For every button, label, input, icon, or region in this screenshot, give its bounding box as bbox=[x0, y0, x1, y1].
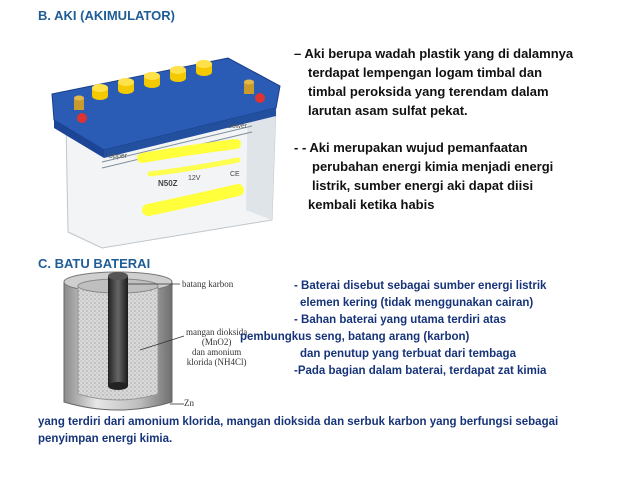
label-mixture-line: (MnO2) bbox=[201, 337, 232, 347]
aki-line: - - Aki merupakan wujud pemanfaatan bbox=[294, 140, 528, 155]
aki-line: – Aki berupa wadah plastik yang di dalamnya bbox=[294, 46, 574, 61]
battery-line-2: elemen kering (tidak menggunakan cairan) bbox=[300, 297, 534, 309]
battery-line-5: dan penutup yang terbuat dari tembaga bbox=[300, 348, 516, 360]
aki-line: larutan asam sulfat pekat. bbox=[308, 103, 468, 118]
aki-description-2 bbox=[294, 138, 553, 214]
label-mixture-line: klorida (NH4Cl) bbox=[186, 357, 247, 367]
battery-ce-label: CE bbox=[230, 171, 240, 178]
battery-line-1: - Baterai disebut sebagai sumber energi listrik bbox=[294, 280, 547, 292]
battery-bottom-line-1: yang terdiri dari amonium klorida, mangan dioksida dan serbuk karbon yang berfungsi sebagai bbox=[38, 416, 559, 428]
section-b-title: B. AKI (AKIMULATOR) bbox=[38, 8, 175, 23]
aki-line: listrik, sumber energi aki dapat diisi bbox=[312, 178, 534, 193]
aki-line: timbal peroksida yang terendam dalam bbox=[308, 84, 549, 99]
aki-description-1 bbox=[294, 44, 573, 120]
battery-line-4: pembungkus seng, batang arang (karbon) bbox=[240, 331, 470, 343]
battery-upper-label: Upper bbox=[108, 153, 128, 160]
battery-bottom-line-2: penyimpan energi kimia. bbox=[38, 433, 173, 445]
label-carbon-rod: batang karbon bbox=[182, 279, 234, 289]
label-mixture-line: mangan dioksida bbox=[186, 327, 248, 337]
section-c-title: C. BATU BATERAI bbox=[38, 256, 151, 271]
label-mixture bbox=[186, 327, 247, 367]
aki-line: kembali ketika habis bbox=[308, 197, 435, 212]
battery-volt-label: 12V bbox=[188, 175, 201, 182]
aki-line: terdapat lempengan logam timbal dan bbox=[308, 65, 543, 80]
battery-lower-label: Lower bbox=[228, 123, 248, 130]
battery-model-label: N50Z bbox=[158, 179, 178, 188]
diagram-pointers bbox=[60, 270, 200, 420]
label-mixture-line: dan amonium bbox=[192, 347, 242, 357]
battery-line-3: - Bahan baterai yang utama terdiri atas bbox=[294, 314, 507, 326]
aki-line: perubahan energi kimia menjadi energi bbox=[312, 159, 554, 174]
car-battery-image bbox=[38, 24, 288, 250]
label-zn: Zn bbox=[184, 398, 194, 408]
battery-line-6: -Pada bagian dalam baterai, terdapat zat kimia bbox=[294, 365, 547, 377]
